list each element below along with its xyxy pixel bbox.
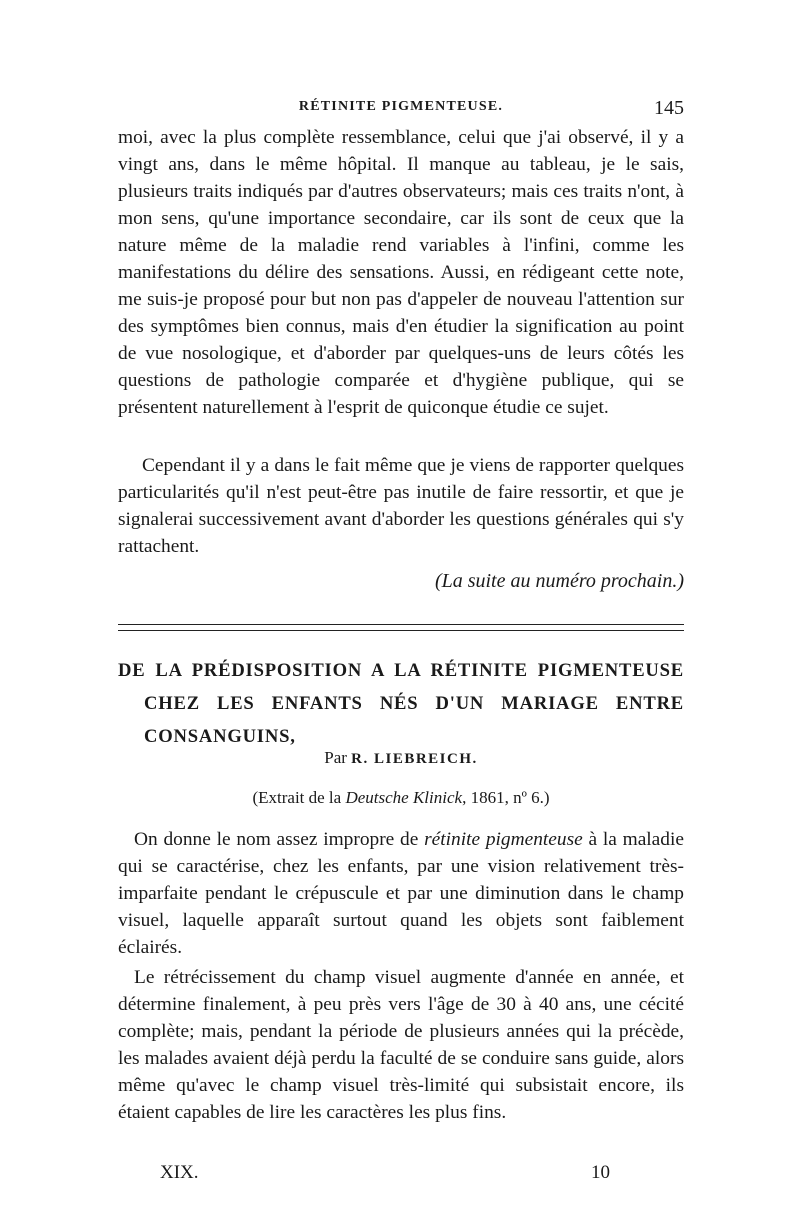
definition-term: rétinite pigmenteuse	[424, 829, 583, 850]
source-journal: Deutsche Klinick	[345, 788, 463, 807]
source-close: , 1861, nº 6.)	[462, 788, 550, 807]
author-prefix: Par	[324, 748, 347, 767]
page-number: 145	[654, 97, 684, 119]
article-title: DE LA PRÉDISPOSITION A LA RÉTINITE PIGMENTEUSE CHEZ LES ENFANTS NÉS D'UN MARIAGE ENTRE CONSANGUINS,	[118, 660, 684, 747]
paragraph-continuation: moi, avec la plus complète ressemblance, celui que j'ai observé, il y a vingt ans, dans le même hôpital. Il manque au tableau, je le sais, plusieurs traits indiqués par d'autres observateurs; mais ces traits n'ont, à mon sens, qu'une importance secondaire, car ils sont de ceux que la nature même de la maladie rend variables à l'infini, comme les manifestations du délire des sensations. Aussi, en rédigeant cette note, me suis-je proposé pour but non pas d'appeler de nouveau l'attention sur des symptômes bien connus, mais d'en étudier la signification au point de vue nosologique, et d'aborder par quelques-uns de leurs côtés les questions de pathologie comparée et d'hygiène publique, qui se présentent naturellement à l'esprit de quiconque étudie ce sujet.	[118, 127, 684, 418]
running-head	[118, 97, 684, 121]
author-name: R. LIEBREICH.	[351, 751, 478, 767]
definition-start: On donne le nom assez impropre de	[134, 829, 419, 850]
to-be-continued-note: (La suite au numéro prochain.)	[434, 570, 684, 592]
source-citation	[118, 788, 684, 808]
page-footer	[160, 1162, 610, 1188]
section-divider-bottom	[118, 630, 684, 631]
section-divider-top	[118, 624, 684, 625]
source-open: (Extrait de la	[252, 788, 342, 807]
definition-end: à la maladie qui se caractérise, chez les enfants, par une vision relativement très-imparfaite pendant le crépuscule et par une diminution dans le champ visuel, laquelle apparaît surtout quand les objets sont faiblement éclairés.	[118, 829, 684, 958]
running-title: RÉTINITE PIGMENTEUSE.	[298, 99, 504, 114]
author-line	[118, 748, 684, 768]
sheet-number: 10	[591, 1162, 610, 1183]
paragraph-particularities: Cependant il y a dans le fait même que je viens de rapporter quelques particularités qu'il n'est peut-être pas inutile de faire ressortir, et que je signalerai successivement avant d'aborder les questions générales qui s'y rattachent.	[118, 455, 684, 557]
paragraph-definition	[118, 826, 684, 961]
paragraph-progression: Le rétrécissement du champ visuel augmente d'année en année, et détermine finalement, à peu près vers l'âge de 30 à 40 ans, une cécité complète; mais, pendant la période de plusieurs années qui la précède, les malades avaient déjà perdu la faculté de se conduire sans guide, alors même qu'avec le champ visuel très-limité qui subsistait encore, ils étaient capables de lire les caractères les plus fins.	[118, 967, 684, 1123]
volume-signature: XIX.	[160, 1162, 199, 1183]
